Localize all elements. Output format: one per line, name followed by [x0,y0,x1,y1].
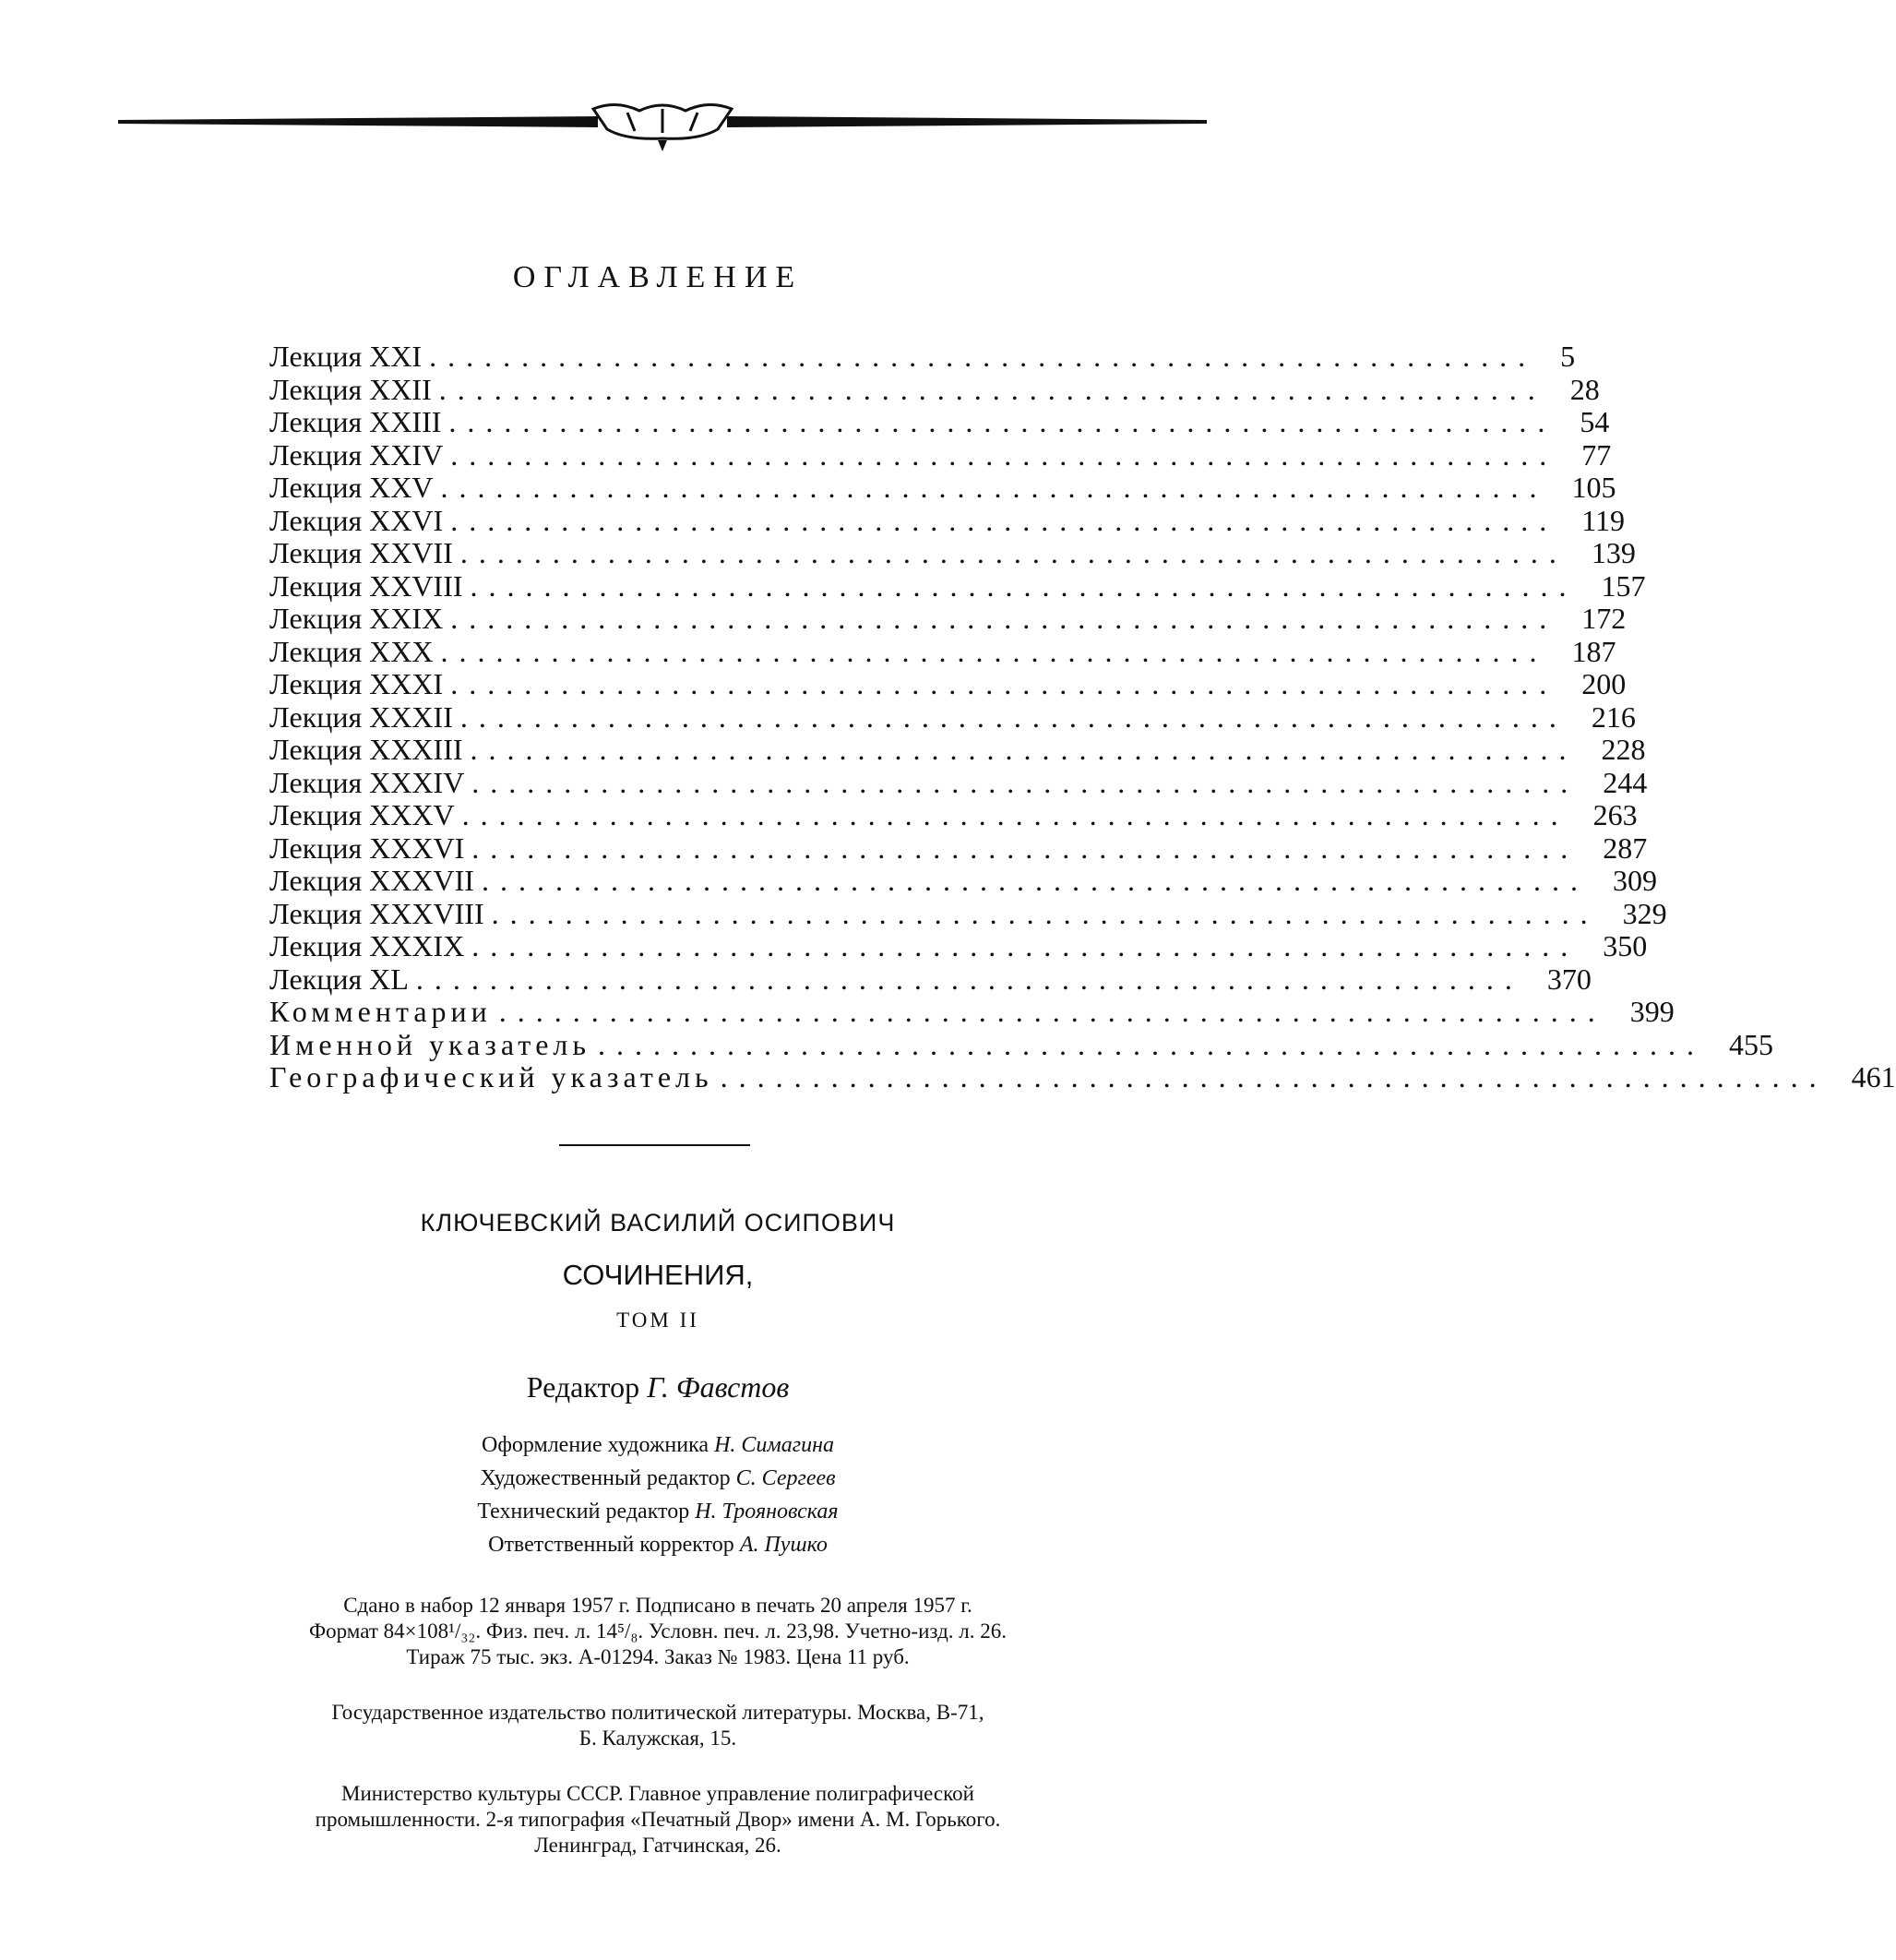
credits-list [0,1428,1316,1561]
toc-entry [269,634,1616,668]
toc-entry-page: 105 [1571,471,1616,504]
toc-entry-label: Лекция XXXIII [269,733,463,766]
toc-leader-dots: ............................................................ [440,634,1548,668]
volume-label: ТОМ II [616,1309,699,1332]
toc-entry [269,864,1657,897]
toc-leader-dots: ............................................................ [438,372,1546,406]
toc-entry-label: Лекция XL [269,962,409,996]
toc-entry [269,995,1675,1028]
toc-entry-page: 54 [1580,405,1610,438]
toc-entry [269,471,1616,504]
toc-entry-label: Именной указатель [269,1027,590,1061]
toc-leader-dots: ............................................................ [440,471,1548,504]
toc-leader-dots: ............................................................ [448,405,1556,438]
credit-name: Н. Симагина [714,1433,835,1457]
toc-leader-dots: ............................................................ [471,831,1580,865]
toc-entry-label: Лекция XXXVIII [269,896,484,930]
toc-entry-page: 172 [1581,602,1627,635]
toc-entry-label: Лекция XXXV [269,798,455,831]
toc-entry [269,340,1576,373]
toc-entry-label: Лекция XXXIX [269,929,465,962]
printer-line: промышленности. 2-я типография «Печатный Двор» имени А. М. Горького. [315,1808,1001,1831]
toc-entry [269,667,1627,700]
toc-leader-dots: ............................................................ [481,864,1589,897]
toc-leader-dots: ............................................................ [450,667,1558,700]
toc-entry-page: 228 [1601,733,1646,766]
toc-entry-page: 5 [1560,340,1576,373]
toc-entry-page: 216 [1591,699,1636,734]
toc-entry-label: Лекция XXV [269,471,434,504]
toc-entry [269,962,1592,996]
toc-entry-label: Лекция XXVII [269,536,453,569]
toc-leader-dots: ............................................................ [450,437,1558,472]
editor-name: Г. Фавстов [647,1370,790,1404]
toc-entry-page: 329 [1622,896,1667,930]
toc-entry-page: 309 [1612,864,1657,897]
toc-leader-dots: ............................................................ [459,536,1568,569]
toc-leader-dots: ............................................................ [429,340,1537,373]
toc-leader-dots: ............................................................ [470,733,1578,766]
toc-leader-dots: ............................................................ [450,503,1558,537]
credit-name: Н. Трояновская [695,1500,839,1524]
toc-entry-label: Лекция XXVI [269,503,444,537]
toc-entry [269,733,1646,766]
toc-entry-page: 157 [1601,568,1646,603]
toc-leader-dots: ............................................................ [498,995,1606,1028]
printer-line: Министерство культуры СССР. Главное управление полиграфической [341,1782,974,1805]
toc-entry [269,1027,1773,1061]
toc-entry [269,536,1636,569]
toc-leader-dots: ............................................................ [461,798,1569,831]
toc-entry-page: 370 [1546,962,1592,996]
toc-entry-label: Лекция XXIV [269,437,444,472]
credit-name: А. Пушко [739,1533,828,1557]
toc-leader-dots: ............................................................ [597,1027,1705,1061]
publisher-line: Государственное издательство политической литературы. Москва, В-71, [331,1701,984,1724]
divider-rule [559,1144,750,1146]
toc-entry-page: 28 [1569,372,1600,406]
toc-entry-label: Лекция XXXVII [269,864,474,897]
publisher-info [0,1700,1316,1751]
credit-line [0,1462,1316,1495]
toc-entry-label: Лекция XXXII [269,699,453,734]
toc-entry [269,568,1646,603]
toc-heading: ОГЛАВЛЕНИЕ [512,260,804,294]
toc-entry-label: Лекция XXVIII [269,568,463,603]
toc-entry [269,405,1610,438]
credit-line [0,1528,1316,1561]
toc-entry [269,602,1627,635]
toc-leader-dots: ............................................................ [470,568,1578,603]
credit-role: Художественный редактор [480,1466,731,1490]
credit-name: С. Сергеев [735,1466,836,1490]
credit-role: Технический редактор [477,1500,690,1524]
editor-role: Редактор [526,1370,640,1404]
toc-entry [269,798,1638,831]
toc-entry [269,437,1612,472]
toc-entry-page: 187 [1571,634,1616,668]
toc-entry [269,699,1636,734]
publisher-line: Б. Калужская, 15. [578,1727,737,1750]
toc-entry-label: Лекция XXXIV [269,765,465,799]
toc-leader-dots: ............................................................ [415,962,1523,996]
toc-entry-page: 287 [1603,831,1648,865]
toc-entry [269,503,1625,537]
toc-entry-label: Комментарии [269,995,492,1028]
print-details [0,1593,1316,1670]
table-of-contents [269,340,1896,1094]
toc-entry-page: 139 [1591,536,1636,569]
toc-entry [269,765,1648,799]
toc-entry [269,372,1600,406]
toc-entry-page: 263 [1592,798,1638,831]
toc-entry-label: Лекция XXI [269,340,423,373]
toc-entry-label: Лекция XXII [269,372,432,406]
credit-role: Ответственный корректор [488,1533,734,1557]
credit-line [0,1428,1316,1462]
toc-leader-dots: ............................................................ [471,929,1580,962]
imprint-line: Тираж 75 тыс. экз. А-01294. Заказ № 1983. Цена 11 руб. [406,1645,910,1668]
toc-entry-page: 399 [1629,995,1675,1028]
book-title: СОЧИНЕНИЯ, [562,1259,754,1291]
credit-line [0,1495,1316,1528]
toc-entry [269,831,1648,865]
toc-entry-page: 244 [1603,765,1648,799]
toc-entry-page: 77 [1581,437,1612,472]
toc-entry-label: Лекция XXX [269,634,434,668]
toc-entry-page: 200 [1581,667,1627,700]
toc-entry-page: 119 [1581,503,1625,537]
toc-entry-page: 461 [1851,1060,1896,1094]
credit-role: Оформление художника [481,1433,710,1457]
toc-leader-dots: ............................................................ [720,1060,1828,1094]
toc-entry-label: Лекция XXIX [269,602,444,635]
toc-leader-dots: ............................................................ [459,699,1568,734]
toc-entry-label: Лекция XXIII [269,405,442,438]
printer-info [0,1781,1316,1858]
printer-line: Ленинград, Гатчинская, 26. [534,1834,781,1857]
toc-leader-dots: ............................................................ [471,765,1580,799]
toc-entry-page: 350 [1603,929,1648,962]
toc-entry [269,1060,1896,1094]
toc-leader-dots: ............................................................ [450,602,1558,635]
toc-entry-label: Лекция XXXVI [269,831,465,865]
toc-entry-label: Лекция XXXI [269,667,444,700]
toc-leader-dots: ............................................................ [491,896,1599,930]
toc-entry [269,896,1667,930]
header-ornament [118,92,1207,157]
editor-line [0,1370,1316,1404]
author-name: КЛЮЧЕВСКИЙ ВАСИЛИЙ ОСИПОВИЧ [420,1209,896,1237]
toc-entry-page: 455 [1728,1027,1773,1061]
toc-entry [269,929,1648,962]
imprint-line: Сдано в набор 12 января 1957 г. Подписано в печать 20 апреля 1957 г. [343,1594,972,1617]
imprint-line: Формат 84×108¹/₃₂. Физ. печ. л. 14⁵/₈. Условн. печ. л. 23,98. Учетно-изд. л. 26. [308,1619,1007,1643]
toc-entry-label: Географический указатель [269,1060,713,1094]
